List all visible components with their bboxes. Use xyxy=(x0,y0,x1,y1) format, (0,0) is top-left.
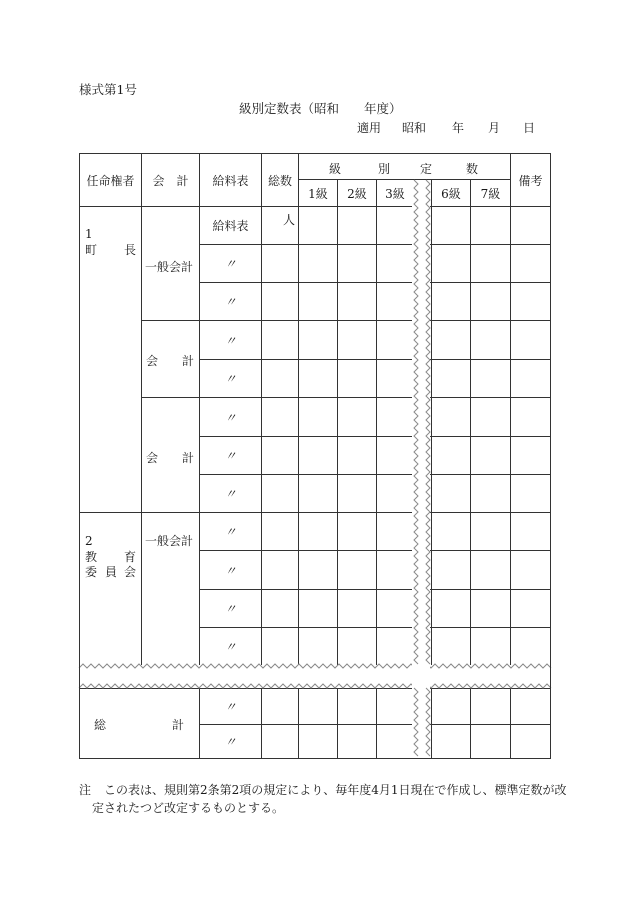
unit-label: 人 xyxy=(283,213,296,227)
ditto-mark: 〃 xyxy=(224,257,237,271)
header-grade-3: 3級 xyxy=(385,186,405,201)
header-appointer: 任命権者 xyxy=(86,173,135,188)
ditto-mark: 〃 xyxy=(224,487,237,501)
header-grade-7: 7級 xyxy=(480,186,501,201)
ditto-mark: 〃 xyxy=(224,735,237,749)
appointer-name-char: 会 xyxy=(124,565,137,579)
ditto-mark: 〃 xyxy=(224,333,237,348)
appointer-name-char: 長 xyxy=(124,243,137,257)
applicable-label: 適用 xyxy=(357,121,382,135)
account-char: 計 xyxy=(182,451,195,465)
ditto-mark: 〃 xyxy=(224,449,237,463)
appointer-name-char: 員 xyxy=(105,565,118,579)
header-grade-6: 6級 xyxy=(441,186,461,201)
appointer-number: 1 xyxy=(85,227,93,241)
document-title: 級別定数表（昭和 年度） xyxy=(239,101,402,116)
ditto-mark: 〃 xyxy=(224,602,237,616)
grade-group-char: 別 xyxy=(378,162,391,176)
form-label: 様式第1号 xyxy=(79,82,137,97)
account-char: 会 xyxy=(146,354,159,368)
header-grade-2: 2級 xyxy=(347,186,367,201)
appointer-name-char: 教 xyxy=(85,550,98,564)
account-char: 計 xyxy=(182,354,195,368)
ditto-mark: 〃 xyxy=(224,525,237,539)
appointer-name-char: 委 xyxy=(85,565,98,579)
ditto-mark: 〃 xyxy=(224,410,237,425)
footnote-label: 注 xyxy=(79,783,92,797)
ditto-mark: 〃 xyxy=(224,640,237,654)
ditto-mark: 〃 xyxy=(224,372,237,386)
grade-group-char: 定 xyxy=(420,162,433,176)
salary-table-cell: 給料表 xyxy=(212,219,249,233)
appointer-number: 2 xyxy=(85,534,93,548)
grade-group-char: 数 xyxy=(466,162,479,176)
appointer-name-char: 町 xyxy=(85,243,98,257)
era-label: 昭和 xyxy=(402,121,427,135)
footnote-line-1: この表は、規則第2条第2項の規定により、毎年度4月1日現在で作成し、標準定数が改 xyxy=(104,783,567,797)
account-general: 一般会計 xyxy=(145,534,194,548)
header-remarks: 備考 xyxy=(518,173,543,188)
header-total: 総数 xyxy=(267,173,292,188)
footnote-line-2: 定されたつど改定するものとする。 xyxy=(92,801,285,815)
month-label: 月 xyxy=(488,121,501,135)
grade-group-char: 級 xyxy=(329,162,342,176)
header-account: 会 計 xyxy=(152,173,189,188)
header-salary-table: 給料表 xyxy=(212,173,249,188)
grand-total-char: 総 xyxy=(94,718,107,732)
ditto-mark: 〃 xyxy=(224,563,237,578)
year-label: 年 xyxy=(452,121,465,135)
header-grade-1: 1級 xyxy=(308,186,328,201)
day-label: 日 xyxy=(523,121,536,135)
ditto-mark: 〃 xyxy=(224,295,237,309)
account-general: 一般会計 xyxy=(145,260,194,274)
grand-total-char: 計 xyxy=(172,718,185,732)
ditto-mark: 〃 xyxy=(224,700,237,714)
appointer-name-char: 育 xyxy=(124,550,137,564)
account-char: 会 xyxy=(146,451,159,465)
